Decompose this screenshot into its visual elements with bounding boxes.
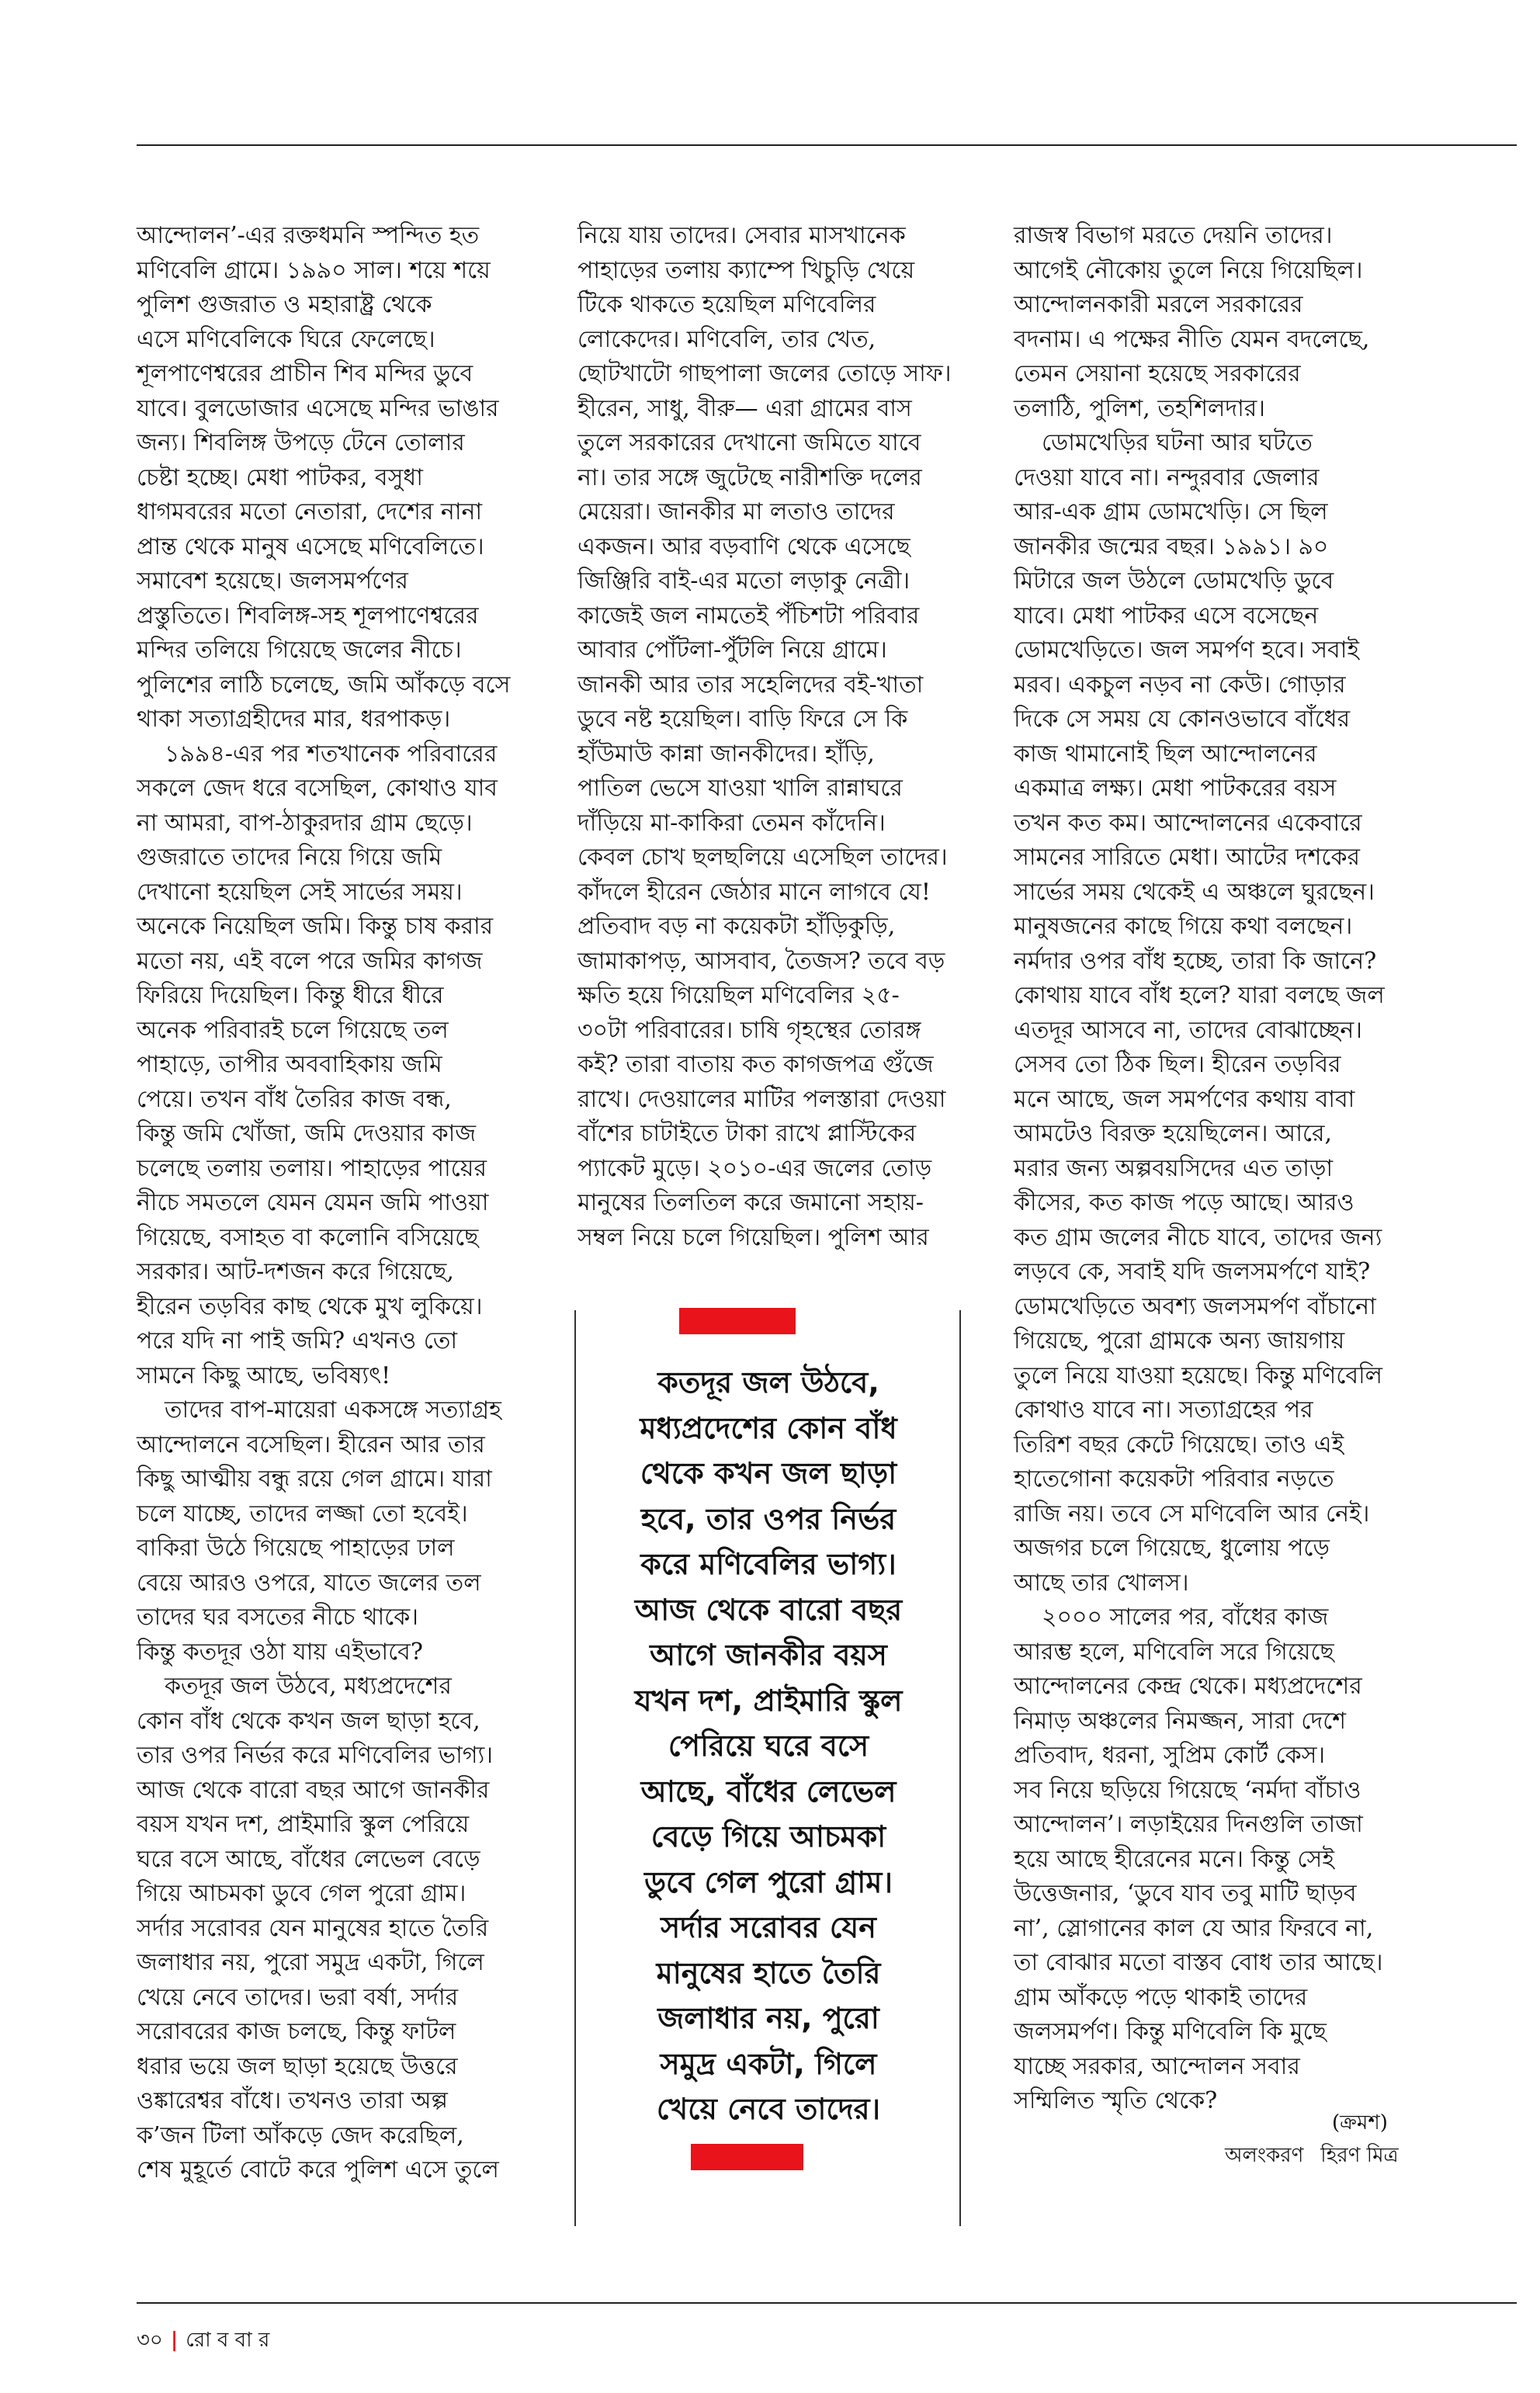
page-number: ৩০ xyxy=(137,2329,163,2352)
pull-quote-right-divider xyxy=(959,1310,961,2226)
article-column-2 xyxy=(578,219,969,1255)
pull-quote-top-bar xyxy=(679,1308,796,1334)
paragraph: ২০০০ সালের পর, বাঁধের কাজ আরম্ভ হলে, মণিবেলি সরে গিয়েছে আন্দোলনের কেন্দ্র থেকে। মধ্যপ্রদেশের নিমাড় অঞ্চলের নিমজ্জন, সারা দেশে প্রতিবাদ, ধরনা, সুপ্রিম কোর্ট কেস। সব নিয়ে ছড়িয়ে গিয়েছে ‘নর্মদা বাঁচাও আন্দোলন’। লড়াইয়ের দিনগুলি তাজা হয়ে আছে হীরেনের মনে। কিন্তু সেই উত্তেজনার, ‘ডুবে যাব তবু মাটি ছাড়ব না’, স্লোগানের কাল যে আর ফিরবে না, তা বোঝার মতো বাস্তব বোধ তার আছে। গ্রাম আঁকড়ে পড়ে থাকাই তাদের জলসমর্পণ। কিন্তু মণিবেলি কি মুছে যাচ্ছে সরকার, আন্দোলন সবার সম্মিলিত স্মৃতি থেকে? xyxy=(1014,1604,1383,2114)
paragraph: ডোমখেড়ির ঘটনা আর ঘটতে দেওয়া যাবে না। নন্দুরবার জেলার আর-এক গ্রাম ডোমখেড়ি। সে ছিল জানকীর জন্মের বছর। ১৯৯১। ৯০ মিটারে জল উঠলে ডোমখেড়ি ডুবে যাবে। মেধা পাটকর এসে বসেছেন ডোমখেড়িতে। জল সমর্পণ হবে। সবাই মরব। একচুল নড়ব না কেউ। গোড়ার দিকে সে সময় যে কোনওভাবে বাঁধের কাজ থামানোই ছিল আন্দোলনের একমাত্র লক্ষ্য। মেধা পাটকরের বয়স তখন কত কম। আন্দোলনের একেবারে সামনের সারিতে মেধা। আটের দশকের সার্ভের সময় থেকেই এ অঞ্চলে ঘুরছেন। মানুষজনের কাছে গিয়ে কথা বলছেন। নর্মদার ওপর বাঁধ হচ্ছে, তারা কি জানে? কোথায় যাবে বাঁধ হলে? যারা বলছে জল এতদূর আসবে না, তাদের বোঝাচ্ছেন। সেসব তো ঠিক ছিল। হীরেন তড়বির মনে আছে, জল সমর্পণের কথায় বাবা আমটেও বিরক্ত হয়েছিলেন। আরে, মরার জন্য অল্পবয়সিদের এত তাড়া কীসের, কত কাজ পড়ে আছে। আরও কত গ্রাম জলের নীচে যাবে, তাদের জন্য লড়বে কে, সবাই যদি জলসমর্পণে যাই? ডোমখেড়িতে অবশ্য জলসমর্পণ বাঁচানো গিয়েছে, পুরো গ্রামকে অন্য জায়গায় তুলে নিয়ে যাওয়া হয়েছে। কিন্তু মণিবেলি কোথাও যাবে না। সত্যাগ্রহের পর তিরিশ বছর কেটে গিয়েছে। তাও এই হাতেগোনা কয়েকটা পরিবার নড়তে রাজি নয়। তবে সে মণিবেলি আর নেই। অজগর চলে গিয়েছে, ধুলোয় পড়ে আছে তার খোলস। xyxy=(1014,429,1385,1597)
continued-label: (ক্রমশ) xyxy=(1332,2111,1388,2135)
bottom-rule xyxy=(137,2302,1517,2304)
illustration-credit xyxy=(1225,2139,1416,2173)
paragraph: ১৯৯৪-এর পর শতখানেক পরিবারের সকলে জেদ ধরে বসেছিল, কোথাও যাব না আমরা, বাপ-ঠাকুরদার গ্রাম ছেড়ে। গুজরাতে তাদের নিয়ে গিয়ে জমি দেখানো হয়েছিল সেই সার্ভের সময়। অনেকে নিয়েছিল জমি। কিন্তু চাষ করার মতো নয়, এই বলে পরে জমির কাগজ ফিরিয়ে দিয়েছিল। কিন্তু ধীরে ধীরে অনেক পরিবারই চলে গিয়েছে তল পাহাড়ে, তাপীর অববাহিকায় জমি পেয়ে। তখন বাঁধ তৈরির কাজ বন্ধ, কিন্তু জমি খোঁজা, জমি দেওয়ার কাজ চলেছে তলায় তলায়। পাহাড়ের পায়ের নীচে সমতলে যেমন যেমন জমি পাওয়া গিয়েছে, বসাহত বা কলোনি বসিয়েছে সরকার। আট-দশজন করে গিয়েছে, হীরেন তড়বির কাছ থেকে মুখ লুকিয়ে। পরে যদি না পাই জমি? এখনও তো সামনে কিছু আছে, ভবিষ্যৎ! xyxy=(137,740,498,1389)
article-column-1 xyxy=(137,219,529,2188)
paragraph: কতদূর জল উঠবে, মধ্যপ্রদেশের কোন বাঁধ থেকে কখন জল ছাড়া হবে, তার ওপর নির্ভর করে মণিবেলির ভাগ্য। আজ থেকে বারো বছর আগে জানকীর বয়স যখন দশ, প্রাইমারি স্কুল পেরিয়ে ঘরে বসে আছে, বাঁধের লেভেল বেড়ে গিয়ে আচমকা ডুবে গেল পুরো গ্রাম। সর্দার সরোবর যেন মানুষের হাতে তৈরি জলাধার নয়, পুরো সমুদ্র একটা, গিলে খেয়ে নেবে তাদের। ভরা বর্ষা, সর্দার সরোবরের কাজ চলছে, কিন্তু ফাটল ধরার ভয়ে জল ছাড়া হয়েছে উত্তরে ওঙ্কারেশ্বর বাঁধে। তখনও তারা অল্প ক’জন টিলা আঁকড়ে জেদ করেছিল, শেষ মুহূর্তে বোটে করে পুলিশ এসে তুলে xyxy=(137,1673,499,2183)
paragraph: আন্দোলন’-এর রক্তধমনি স্পন্দিত হত মণিবেলি গ্রামে। ১৯৯০ সাল। শয়ে শয়ে পুলিশ গুজরাত ও মহারাষ্ট্র থেকে এসে মণিবেলিকে ঘিরে ফেলেছে। শূলপাণেশ্বরের প্রাচীন শিব মন্দির ডুবে যাবে। বুলডোজার এসেছে মন্দির ভাঙার জন্য। শিবলিঙ্গ উপড়ে টেনে তোলার চেষ্টা হচ্ছে। মেধা পাটকর, বসুধা ধাগমবরের মতো নেতারা, দেশের নানা প্রান্ত থেকে মানুষ এসেছে মণিবেলিতে। সমাবেশ হয়েছে। জলসমর্পণের প্রস্তুতিতে। শিবলিঙ্গ-সহ শূলপাণেশ্বরের মন্দির তলিয়ে গিয়েছে জলের নীচে। পুলিশের লাঠি চলেছে, জমি আঁকড়ে বসে থাকা সত্যাগ্রহীদের মার, ধরপাকড়। xyxy=(137,222,511,733)
article-column-3 xyxy=(1014,219,1406,2119)
magazine-name: রো ব বা র xyxy=(186,2329,270,2352)
paragraph: রাজস্ব বিভাগ মরতে দেয়নি তাদের। আগেই নৌকোয় তুলে নিয়ে গিয়েছিল। আন্দোলনকারী মরলে সরকারের বদনাম। এ পক্ষের নীতি যেমন বদলেছে, তেমন সেয়ানা হয়েছে সরকারের তলাঠি, পুলিশ, তহশিলদার। xyxy=(1014,222,1370,422)
pull-quote: কতদূর জল উঠবে, মধ্যপ্রদেশের কোন বাঁধ থেকে কখন জল ছাড়া হবে, তার ওপর নির্ভর করে মণিবেলির ভাগ্য। আজ থেকে বারো বছর আগে জানকীর বয়স যখন দশ, প্রাইমারি স্কুল পেরিয়ে ঘরে বসে আছে, বাঁধের লেভেল বেড়ে গিয়ে আচমকা ডুবে গেল পুরো গ্রাম। সর্দার সরোবর যেন মানুষের হাতে তৈরি জলাধার নয়, পুরো সমুদ্র একটা, গিলে খেয়ে নেবে তাদের। xyxy=(634,1365,903,2126)
paragraph: তাদের বাপ-মায়েরা একসঙ্গে সত্যাগ্রহ আন্দোলনে বসেছিল। হীরেন আর তার কিছু আত্মীয় বন্ধু রয়ে গেল গ্রামে। যারা চলে যাচ্ছে, তাদের লজ্জা তো হবেই। বাকিরা উঠে গিয়েছে পাহাড়ের ঢাল বেয়ে আরও ওপরে, যাতে জলের তল তাদের ঘর বসতের নীচে থাকে। কিন্তু কতদূর ওঠা যায় এইভাবে? xyxy=(137,1396,501,1666)
footer-separator: | xyxy=(170,2329,179,2352)
page-footer xyxy=(137,2324,269,2358)
top-rule xyxy=(137,144,1517,146)
illustration-label: অলংকরণ xyxy=(1225,2144,1304,2167)
pull-quote-left-divider xyxy=(574,1310,576,2226)
pull-quote-bottom-bar xyxy=(691,2144,803,2170)
paragraph: নিয়ে যায় তাদের। সেবার মাসখানেক পাহাড়ের তলায় ক্যাম্পে খিচুড়ি খেয়ে টিকে থাকতে হয়েছিল মণিবেলির লোকেদের। মণিবেলি, তার খেত, ছোটখাটো গাছপালা জলের তোড়ে সাফ। হীরেন, সাধু, বীরু— এরা গ্রামের বাস তুলে সরকারের দেখানো জমিতে যাবে না। তার সঙ্গে জুটেছে নারীশক্তি দলের মেয়েরা। জানকীর মা লতাও তাদের একজন। আর বড়বাণি থেকে এসেছে জিঞ্জিরি বাই-এর মতো লড়াকু নেত্রী। কাজেই জল নামতেই পঁচিশটা পরিবার আবার পোঁটলা-পুঁটলি নিয়ে গ্রামে। জানকী আর তার সহেলিদের বই-খাতা ডুবে নষ্ট হয়েছিল। বাড়ি ফিরে সে কি হাঁউমাউ কান্না জানকীদের। হাঁড়ি, পাতিল ভেসে যাওয়া খালি রান্নাঘরে দাঁড়িয়ে মা-কাকিরা তেমন কাঁদেনি। কেবল চোখ ছলছলিয়ে এসেছিল তাদের। কাঁদলে হীরেন জেঠার মানে লাগবে যে! প্রতিবাদ বড় না কয়েকটা হাঁড়িকুড়ি, জামাকাপড়, আসবাব, তৈজস? তবে বড় ক্ষতি হয়ে গিয়েছিল মণিবেলির ২৫- ৩০টা পরিবারের। চাষি গৃহস্থের তোরঙ্গ কই? তারা বাতায় কত কাগজপত্র গুঁজে রাখে। দেওয়ালের মাটির পলস্তারা দেওয়া বাঁশের চাটাইতে টাকা রাখে প্লাস্টিকের প্যাকেট মুড়ে। ২০১০-এর জলের তোড় মানুষের তিলতিল করে জমানো সহায়- সম্বল নিয়ে চলে গিয়েছিল। পুলিশ আর xyxy=(578,222,952,1251)
illustrator-name: হিরণ মিত্র xyxy=(1320,2144,1399,2167)
